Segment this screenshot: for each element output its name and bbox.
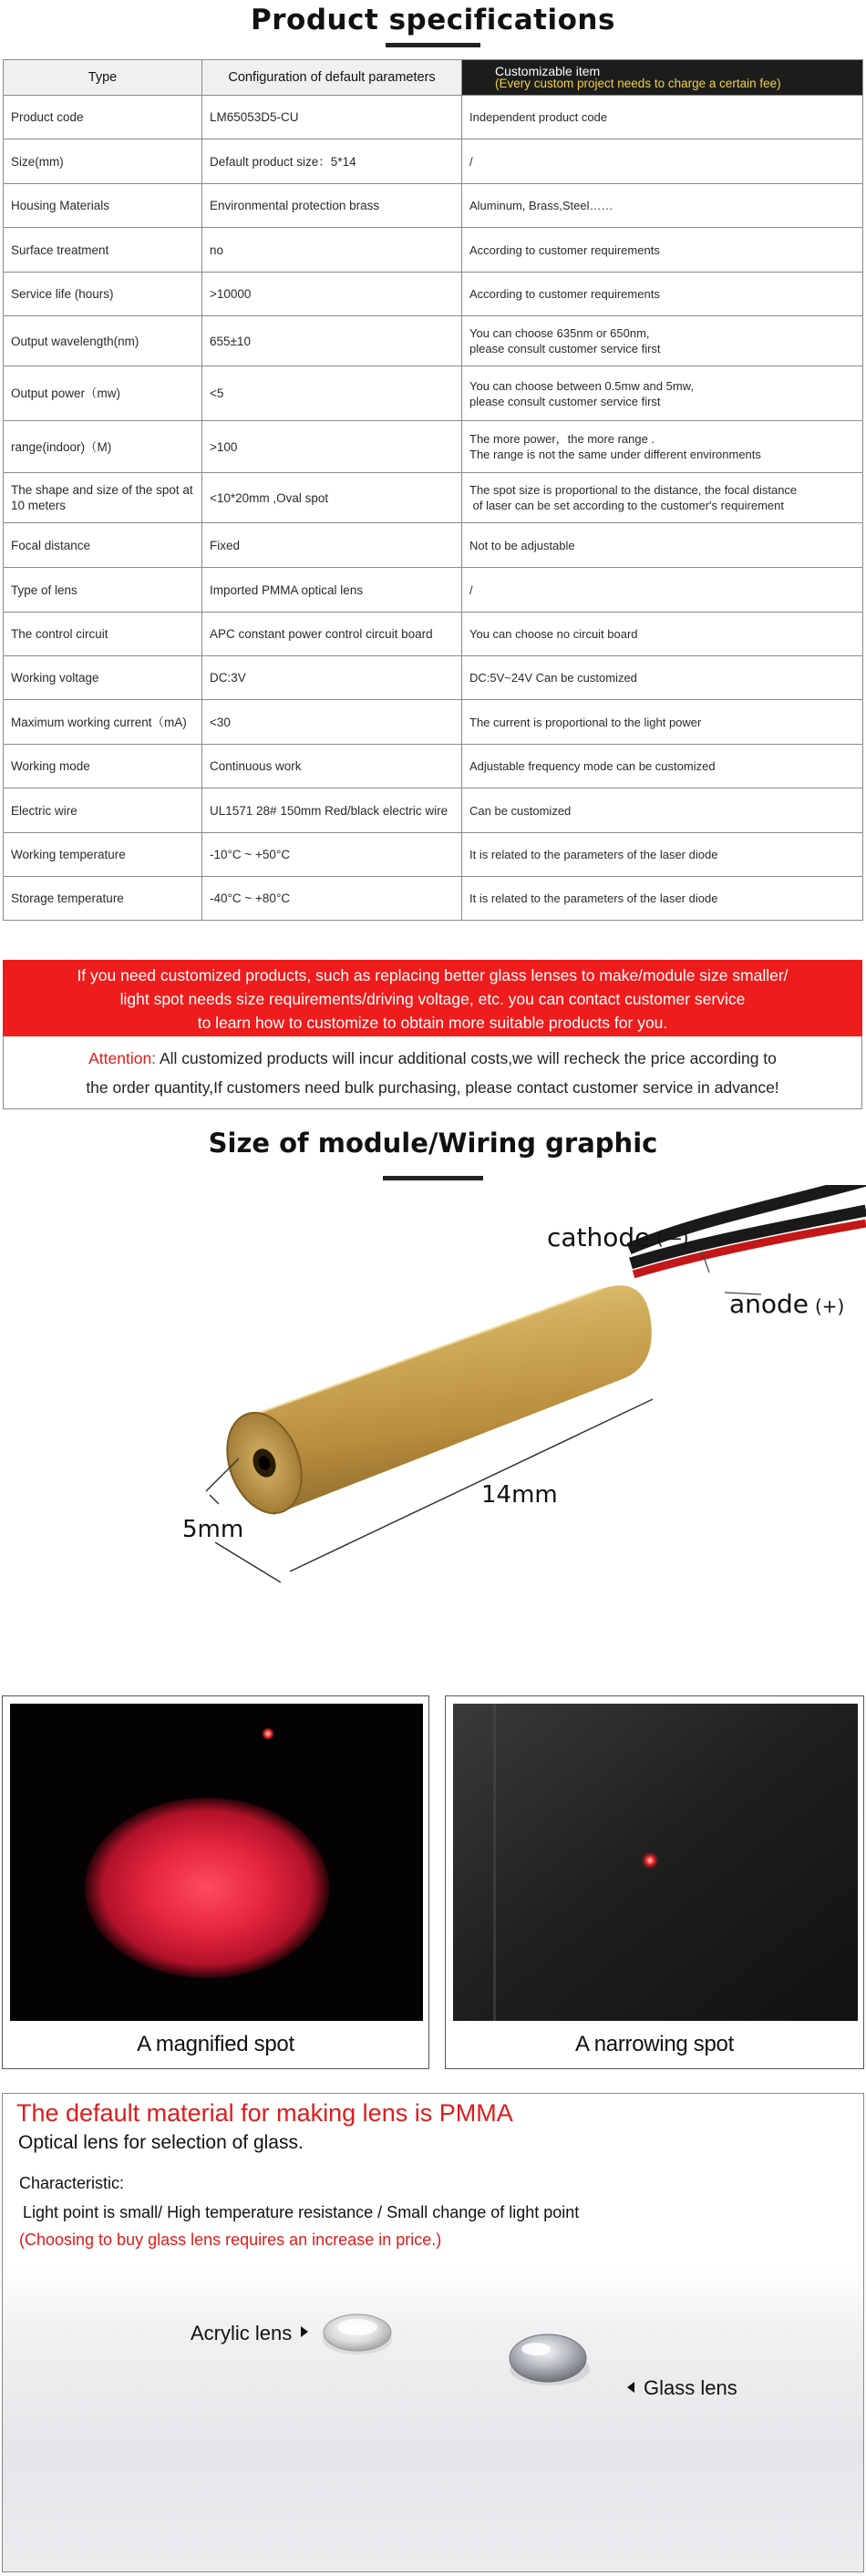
spec-row (4, 184, 863, 228)
spec-custom-cell (462, 788, 863, 833)
customization-note-line: to learn how to customize to obtain more suitable products for you. (197, 1014, 668, 1032)
attention-line-2: the order quantity,If customers need bulk purchasing, please contact customer service in advance! (86, 1078, 779, 1097)
spec-custom-cell (462, 366, 863, 421)
spec-row (4, 613, 863, 656)
spec-config-cell: <10*20mm ,Oval spot (202, 473, 462, 523)
spec-row (4, 96, 863, 139)
header-custom-fee-note: (Every custom project needs to charge a certain fee) (495, 77, 781, 90)
spec-config-cell: Fixed (202, 523, 462, 568)
spec-custom-cell (462, 700, 863, 745)
spec-type-cell: Size(mm) (4, 139, 202, 184)
spec-config-cell: Imported PMMA optical lens (202, 568, 462, 613)
spec-custom-line: Not to be adjustable (469, 538, 575, 552)
spec-row (4, 366, 863, 421)
glass-arrow-icon (627, 2382, 634, 2393)
module-diagram (0, 1185, 866, 1613)
lens-heading: The default material for making lens is PMMA (16, 2099, 513, 2127)
spec-config-cell: Default product size：5*14 (202, 139, 462, 184)
narrowing-spot-image (453, 1704, 856, 2021)
magnified-spot-card (2, 1695, 429, 2069)
spec-custom-cell (462, 473, 863, 523)
spec-custom-line: DC:5V~24V Can be customized (469, 671, 637, 685)
spec-custom-line: It is related to the parameters of the laser diode (469, 848, 718, 861)
spec-custom-line: Adjustable frequency mode can be customized (469, 759, 716, 773)
spec-body (4, 96, 863, 921)
spec-config-cell: <5 (202, 366, 462, 421)
customization-note-line: If you need customized products, such as replacing better glass lenses to make/module size smaller/ (77, 966, 789, 984)
spec-custom-cell (462, 745, 863, 788)
lens-photo (3, 2267, 864, 2572)
spec-config-cell: >10000 (202, 273, 462, 316)
spec-row (4, 700, 863, 745)
attention-label: Attention: (88, 1049, 157, 1067)
spec-custom-cell (462, 184, 863, 228)
length-dimension: 14mm (481, 1481, 558, 1509)
spec-custom-cell (462, 273, 863, 316)
spec-type-cell: Housing Materials (4, 184, 202, 228)
spec-type-cell: Maximum working current（mA) (4, 700, 202, 745)
spec-custom-line: Aluminum, Brass,Steel…… (469, 199, 613, 212)
glass-price-note: (Choosing to buy glass lens requires an increase in price.) (19, 2231, 442, 2249)
spec-config-cell: Environmental protection brass (202, 184, 462, 228)
attention-line-1 (4, 1044, 861, 1073)
spec-config-cell: DC:3V (202, 656, 462, 700)
header-type: Type (4, 60, 202, 96)
acrylic-lens (323, 2314, 392, 2354)
title-underline (386, 43, 480, 47)
spec-custom-line: You can choose between 0.5mw and 5mw, (469, 378, 694, 393)
spec-config-cell: no (202, 228, 462, 273)
spec-row (4, 139, 863, 184)
spec-custom-line: The range is not the same under different environments (469, 448, 761, 461)
spec-title: Product specifications (251, 4, 615, 36)
module-drawing (0, 1185, 866, 1613)
spec-config-cell: -10°C ~ +50°C (202, 833, 462, 877)
spec-row (4, 788, 863, 833)
spec-type-cell: The shape and size of the spot at 10 meters (4, 473, 202, 523)
dimension-ticks (210, 1495, 219, 1504)
narrowing-spot-card (445, 1695, 864, 2069)
spec-type-cell: Working temperature (4, 833, 202, 877)
attention-text-1: All customized products will incur additional costs,we will recheck the price according to (156, 1049, 777, 1067)
spec-type-cell: range(indoor)（M) (4, 421, 202, 473)
header-custom (462, 60, 863, 96)
spec-row (4, 421, 863, 473)
spec-custom-line: The more power，the more range . (469, 432, 655, 446)
spec-custom-line: You can choose no circuit board (469, 627, 638, 641)
spec-custom-line: The current is proportional to the light power (469, 715, 702, 729)
spec-type-cell: Working voltage (4, 656, 202, 700)
spec-row (4, 273, 863, 316)
spec-custom-line: / (469, 582, 473, 597)
spec-custom-line: Independent product code (469, 110, 608, 124)
spec-config-cell: APC constant power control circuit board (202, 613, 462, 656)
spec-custom-cell (462, 833, 863, 877)
spec-row (4, 568, 863, 613)
spec-custom-cell (462, 523, 863, 568)
spec-type-cell: Service life (hours) (4, 273, 202, 316)
spec-type-cell: Output power（mw) (4, 366, 202, 421)
spec-title-block (0, 0, 866, 53)
anode-sign: (+) (815, 1295, 845, 1317)
spec-custom-line: please consult customer service first (469, 342, 661, 355)
spec-row (4, 473, 863, 523)
spec-row (4, 833, 863, 877)
acrylic-lens-label: Acrylic lens (191, 2322, 293, 2344)
spec-type-cell: Electric wire (4, 788, 202, 833)
spec-custom-cell (462, 139, 863, 184)
spec-row (4, 316, 863, 366)
anode-label: anode (729, 1289, 809, 1319)
lens-features: Light point is small/ High temperature resistance / Small change of light point (23, 2203, 580, 2221)
spec-custom-line: The spot size is proportional to the distance, the focal distance (469, 483, 798, 497)
customization-note (3, 960, 862, 1036)
spec-type-cell: Product code (4, 96, 202, 139)
spec-custom-line: According to customer requirements (469, 287, 660, 301)
size-title: Size of module/Wiring graphic (208, 1128, 658, 1159)
customization-note-line: light spot needs size requirements/driving voltage, etc. you can contact customer service (119, 990, 746, 1008)
spec-config-cell: UL1571 28# 150mm Red/black electric wire (202, 788, 462, 833)
lens-subheading: Optical lens for selection of glass. (18, 2132, 304, 2153)
spec-custom-cell (462, 316, 863, 366)
laser-module-body (214, 1285, 652, 1523)
spec-type-cell: Output wavelength(nm) (4, 316, 202, 366)
spec-custom-cell (462, 568, 863, 613)
magnified-spot-caption: A magnified spot (137, 2032, 294, 2056)
narrowing-spot-photo (453, 1704, 858, 2021)
spec-custom-line: Can be customized (469, 803, 572, 818)
spec-custom-line: You can choose 635nm or 650nm, (469, 326, 650, 340)
spec-config-cell: >100 (202, 421, 462, 473)
spec-config-cell: -40°C ~ +80°C (202, 877, 462, 921)
spec-type-cell: Type of lens (4, 568, 202, 613)
spec-row (4, 523, 863, 568)
spec-config-cell: <30 (202, 700, 462, 745)
spec-config-cell: LM65053D5-CU (202, 96, 462, 139)
spec-custom-cell (462, 96, 863, 139)
acrylic-arrow-icon (301, 2326, 308, 2337)
spec-type-cell: Working mode (4, 745, 202, 788)
spec-row (4, 745, 863, 788)
spec-type-cell: Focal distance (4, 523, 202, 568)
spec-custom-cell (462, 228, 863, 273)
glass-lens-label: Glass lens (644, 2376, 737, 2399)
magnified-spot-photo (10, 1704, 423, 2021)
spec-type-cell: Surface treatment (4, 228, 202, 273)
spec-custom-line: of laser can be set according to the customer's requirement (469, 499, 784, 512)
spec-custom-cell (462, 656, 863, 700)
spec-type-cell: Storage temperature (4, 877, 202, 921)
spec-custom-cell (462, 421, 863, 473)
cathode-sign: (—) (656, 1227, 689, 1249)
attention-note (3, 1036, 862, 1109)
header-config: Configuration of default parameters (202, 60, 462, 96)
spec-table (3, 59, 863, 921)
spec-custom-cell (462, 613, 863, 656)
spec-row (4, 877, 863, 921)
lens-material-panel (2, 2093, 864, 2572)
spec-config-cell: 655±10 (202, 316, 462, 366)
spec-custom-line: please consult customer service first (469, 394, 661, 408)
diameter-dimension: 5mm (182, 1516, 244, 1543)
spec-row (4, 228, 863, 273)
magnified-spot-image (10, 1704, 421, 2021)
size-title-underline (383, 1176, 483, 1180)
spec-custom-line: / (469, 154, 473, 169)
characteristic-label: Characteristic: (19, 2174, 125, 2192)
spec-custom-line: It is related to the parameters of the laser diode (469, 891, 718, 905)
spec-type-cell: The control circuit (4, 613, 202, 656)
spec-header-row (4, 60, 863, 96)
spec-config-cell: Continuous work (202, 745, 462, 788)
spec-row (4, 656, 863, 700)
spec-custom-line: According to customer requirements (469, 242, 660, 257)
header-custom-title: Customizable item (495, 64, 601, 78)
glass-lens (510, 2334, 590, 2385)
size-title-block (0, 1125, 866, 1161)
spec-custom-cell (462, 877, 863, 921)
narrowing-spot-caption: A narrowing spot (575, 2032, 734, 2056)
cathode-label: cathode (547, 1222, 651, 1252)
